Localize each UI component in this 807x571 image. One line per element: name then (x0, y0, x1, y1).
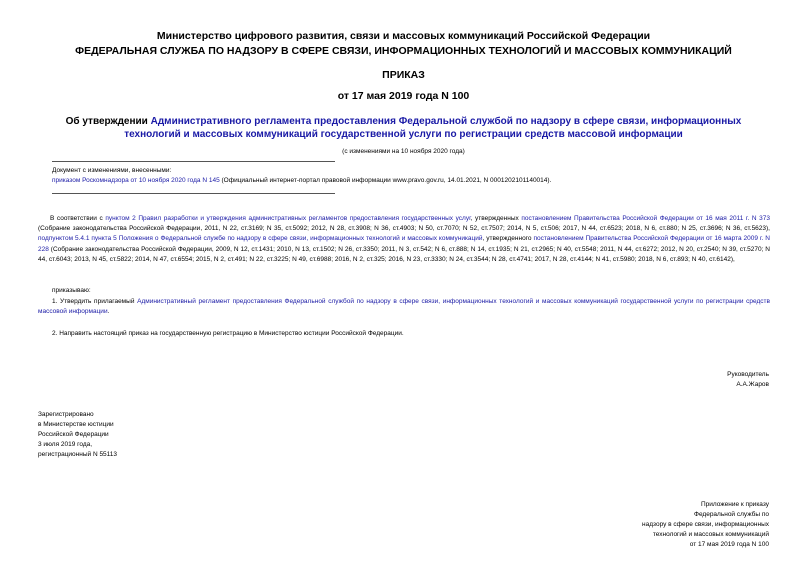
amendment-note: (с изменениями на 10 ноября 2020 года) (342, 148, 465, 155)
registration-line: Российской Федерации (38, 431, 109, 438)
doc-date-number: от 17 мая 2019 года N 100 (337, 90, 470, 102)
preamble-text: , утвержденного (482, 235, 534, 243)
appendix-line: надзору в сфере связи, информационных (642, 521, 769, 528)
registration-line: в Министерстве юстиции (38, 421, 114, 428)
admin-regulation-link[interactable]: Административный регламент предоставления Федеральной службой по надзору в сфере связи, информационных технологий и массовых коммуникаций государственной услуги по регистрации средств массовой информации (38, 298, 770, 316)
registration-line: Зарегистрировано (38, 411, 94, 418)
clause-1-text: 1. Утвердить прилагаемый (52, 298, 138, 305)
doc-type: ПРИКАЗ (382, 69, 425, 81)
rules-link[interactable]: пунктом 2 Правил разработки и утверждения административных регламентов предоставления государственных услуг (105, 215, 471, 222)
clause-1-text: . (107, 308, 110, 316)
changes-line (52, 176, 772, 186)
registration-line: 3 июля 2019 года, (38, 441, 93, 448)
appendix-line: технологий и массовых коммуникаций (652, 531, 769, 538)
service-heading: ФЕДЕРАЛЬНАЯ СЛУЖБА ПО НАДЗОРУ В СФЕРЕ СВЯЗИ, ИНФОРМАЦИОННЫХ ТЕХНОЛОГИЙ И МАССОВЫХ КОММУНИКАЦИЙ (75, 45, 732, 57)
resolution-373-link[interactable]: постановлением Правительства Российской Федерации от 16 мая 2011 г. N 373 (521, 215, 771, 222)
appendix-line: Федеральной службы по (694, 511, 769, 518)
preamble-text: В соответствии с (50, 215, 106, 222)
registration-line: регистрационный N 55113 (38, 451, 118, 458)
clause-2: 2. Направить настоящий приказ на государственную регистрацию в Министерство юстиции Российской Федерации. (52, 330, 404, 337)
preamble-text: (Собрание законодательства Российской Федерации, 2011, N 22, ст.3169; N 35, ст.5092; 2012, N 28, ст.3908; N 36, ст.4903; N 50, ст.7070; N 52, ст.7507; 2014, N 5, ст.506; 2017, N 44, ст.6523; 2018, N 6, ст.880; N 25, ст.3696; N 36, ст.5623), (38, 225, 770, 233)
clause-1 (38, 297, 770, 317)
changes-rest: (Официальный интернет-портал правовой информации www.pravo.gov.ru, 14.01.2021, N 0001202101140014). (219, 177, 552, 184)
resolution-228-link[interactable]: постановлением Правительства Российской Федерации от 16 марта 2009 г. N 228 (38, 235, 770, 253)
changes-intro: Документ с изменениями, внесенными: (52, 167, 172, 174)
order-word: приказываю: (52, 287, 91, 294)
title-prefix: Об утверждении (65, 116, 151, 127)
changes-order-link[interactable]: приказом Роскомнадзора от 10 ноября 2020 года N 145 (52, 177, 220, 184)
preamble-text: (Собрание законодательства Российской Федерации, 2009, N 12, ст.1431; 2010, N 13, ст.1502; N 26, ст.3350; 2011, N 3, ст.542; N 6, ст.888; N 14, ст.1935; N 21, ст.2965; N 40, ст.5548; 2011, N 44, ст.6272; 2012, N 20, ст.2540; N 39, ст.5270; N 44, ст.6043; 2013, N 45, ст.5822; 2014, N 47, ст.6554; 2015, N 2, ст.491; N 22, ст.3225; N 49, ст.6988; 2016, N 2, ст.325; 2016, N 23, ст.3330; N 24, ст.3544; N 28, ст.4741; 2017, N 28, ст.4144; N 41, ст.5980; 2018, N 6, ст.893; N 40, ст.6142), (38, 245, 770, 263)
regulation-subclause-link[interactable]: подпунктом 5.4.1 пункта 5 Положения о Федеральной службе по надзору в сфере связи, информационных технологий и массовых коммуникаций (38, 235, 483, 243)
preamble-paragraph (38, 214, 770, 265)
appendix-line: Приложение к приказу (700, 501, 769, 508)
signer-name: А.А.Жаров (736, 381, 769, 388)
document-title (38, 115, 769, 141)
divider-bottom (52, 193, 335, 194)
signer-role: Руководитель (727, 371, 769, 378)
preamble-text: , утвержденных (470, 215, 522, 222)
ministry-heading: Министерство цифрового развития, связи и массовых коммуникаций Российской Федерации (156, 30, 651, 42)
appendix-line: от 17 мая 2019 года N 100 (689, 541, 769, 548)
divider-top (52, 161, 335, 162)
title-regulation-link[interactable]: Административного регламента предоставления Федеральной службой по надзору в сфере связи, информационных технологий и массовых коммуникаций государственной услуги по регистрации средств массовой информации (124, 116, 742, 140)
